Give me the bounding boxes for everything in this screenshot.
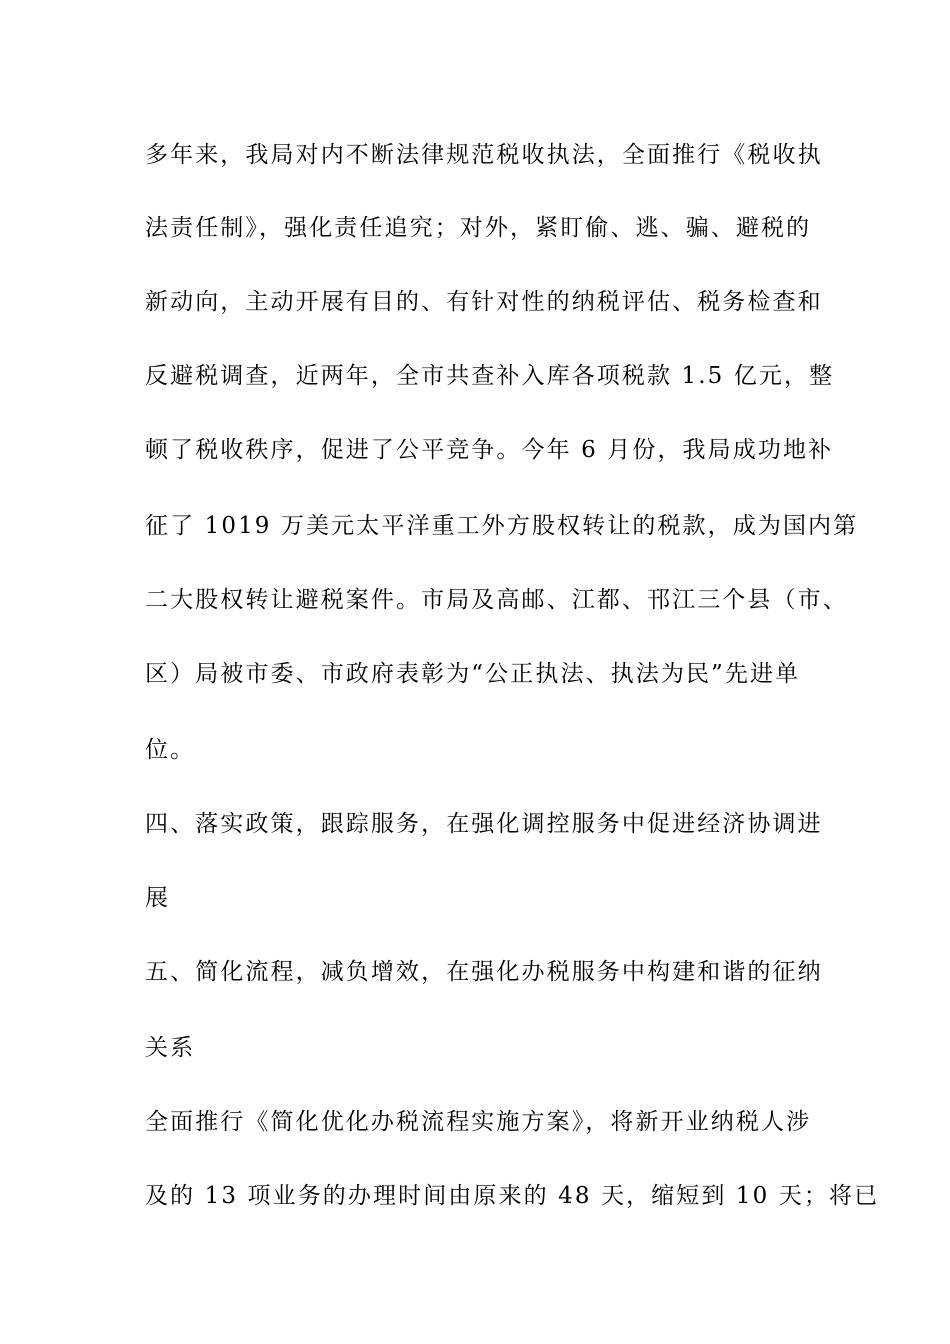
text-line: 法责任制》，强化责任追究；对外，紧盯偷、逃、骗、避税的 (145, 215, 812, 241)
text-line: 顿了税收秩序，促进了公平竞争。今年 6 月份，我局成功地补 (145, 437, 834, 463)
text-line: 反避税调查，近两年，全市共查补入库各项税款 1.5 亿元，整 (145, 363, 835, 389)
text-line: 及的 13 项业务的办理时间由原来的 48 天，缩短到 10 天；将已 (145, 1183, 880, 1209)
text-line: 二大股权转让避税案件。市局及高邮、江都、邗江三个县（市、 (145, 587, 848, 613)
section-heading-4: 四、落实政策，跟踪服务，在强化调控服务中促进经济协调进 (145, 811, 823, 837)
text-line: 征了 1019 万美元太平洋重工外方股权转让的税款，成为国内第 (145, 513, 859, 539)
text-line: 位。 (145, 737, 196, 763)
section-heading-5: 五、简化流程，减负增效，在强化办税服务中构建和谐的征纳 (145, 959, 823, 985)
text-line: 区）局被市委、市政府表彰为“公正执法、执法为民”先进单 (145, 661, 801, 687)
section-heading-4-cont: 展 (145, 885, 171, 911)
section-heading-5-cont: 关系 (145, 1035, 196, 1061)
text-line: 多年来，我局对内不断法律规范税收执法，全面推行《税收执 (145, 142, 823, 168)
text-line: 全面推行《简化优化办税流程实施方案》，将新开业纳税人涉 (145, 1109, 812, 1135)
text-line: 新动向，主动开展有目的、有针对性的纳税评估、税务检查和 (145, 289, 823, 315)
